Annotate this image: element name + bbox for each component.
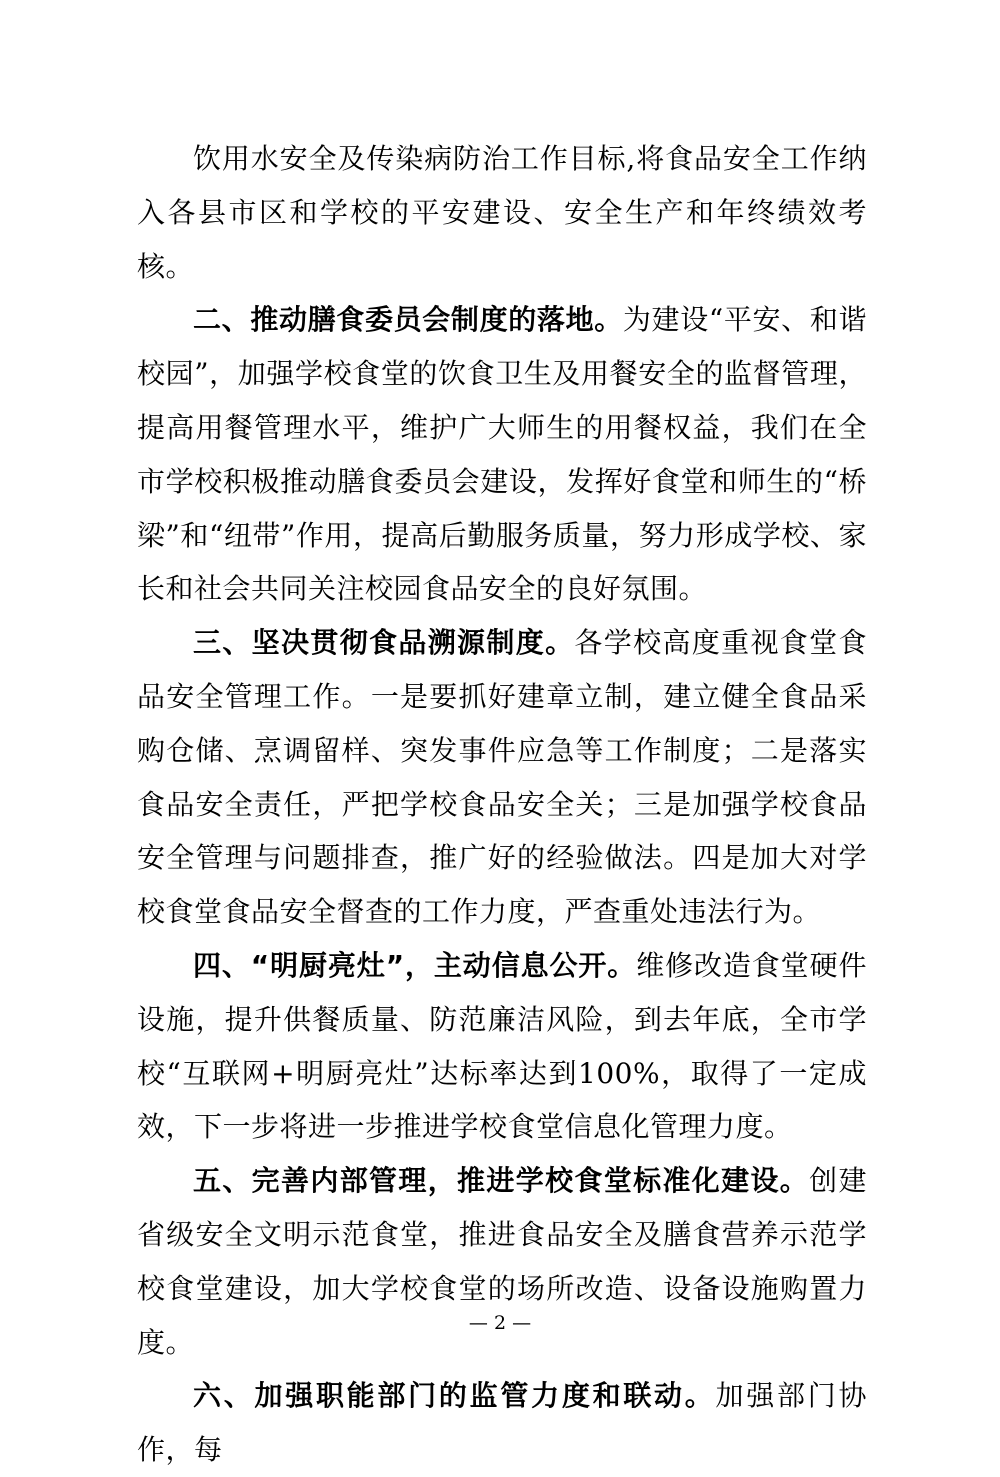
page-number: — 2 — (468, 1312, 532, 1334)
paragraph-5 (137, 1154, 867, 1369)
paragraph-2 (137, 293, 867, 616)
paragraph-1-text: 饮用水安全及传染病防治工作目标,将食品安全工作纳入各县市区和学校的平安建设、安全生产和年终绩效考核。 (137, 142, 867, 283)
paragraph-3 (137, 616, 867, 939)
paragraph-6-text: 加强部门协作，每 (137, 1379, 867, 1467)
paragraph-4-heading: 四、“明厨亮灶”，主动信息公开。 (193, 948, 637, 982)
paragraph-2-text: 为建设“平安、和谐校园”，加强学校食堂的饮食卫生及用餐安全的监督管理，提高用餐管理水平，维护广大师生的用餐权益，我们在全市学校积极推动膳食委员会建设，发挥好食堂和师生的“桥梁”和“纽带”作用，提高后勤服务质量，努力形成学校、家长和社会共同关注校园食品安全的良好氛围。 (137, 303, 867, 606)
paragraph-3-heading: 三、坚决贯彻食品溯源制度。 (193, 626, 575, 660)
document-body (137, 132, 867, 1477)
paragraph-6-heading: 六、加强职能部门的监管力度和联动。 (193, 1379, 716, 1413)
paragraph-4 (137, 939, 867, 1154)
paragraph-2-heading: 二、推动膳食委员会制度的落地。 (193, 303, 623, 337)
paragraph-5-text: 创建省级安全文明示范食堂，推进食品安全及膳食营养示范学校食堂建设，加大学校食堂的场所改造、设备设施购置力度。 (137, 1164, 867, 1359)
paragraph-6 (137, 1369, 867, 1477)
paragraph-5-heading: 五、完善内部管理，推进学校食堂标准化建设。 (193, 1164, 810, 1198)
paragraph-4-text: 维修改造食堂硬件设施，提升供餐质量、防范廉洁风险，到去年底，全市学校“互联网+明厨亮灶”达标率达到100%，取得了一定成效，下一步将进一步推进学校食堂信息化管理力度。 (137, 948, 867, 1144)
paragraph-1 (137, 132, 867, 293)
paragraph-3-text: 各学校高度重视食堂食品安全管理工作。一是要抓好建章立制，建立健全食品采购仓储、烹调留样、突发事件应急等工作制度；二是落实食品安全责任，严把学校食品安全关；三是加强学校食品安全管理与问题排查，推广好的经验做法。四是加大对学校食堂食品安全督查的工作力度，严查重处违法行为。 (137, 626, 867, 929)
